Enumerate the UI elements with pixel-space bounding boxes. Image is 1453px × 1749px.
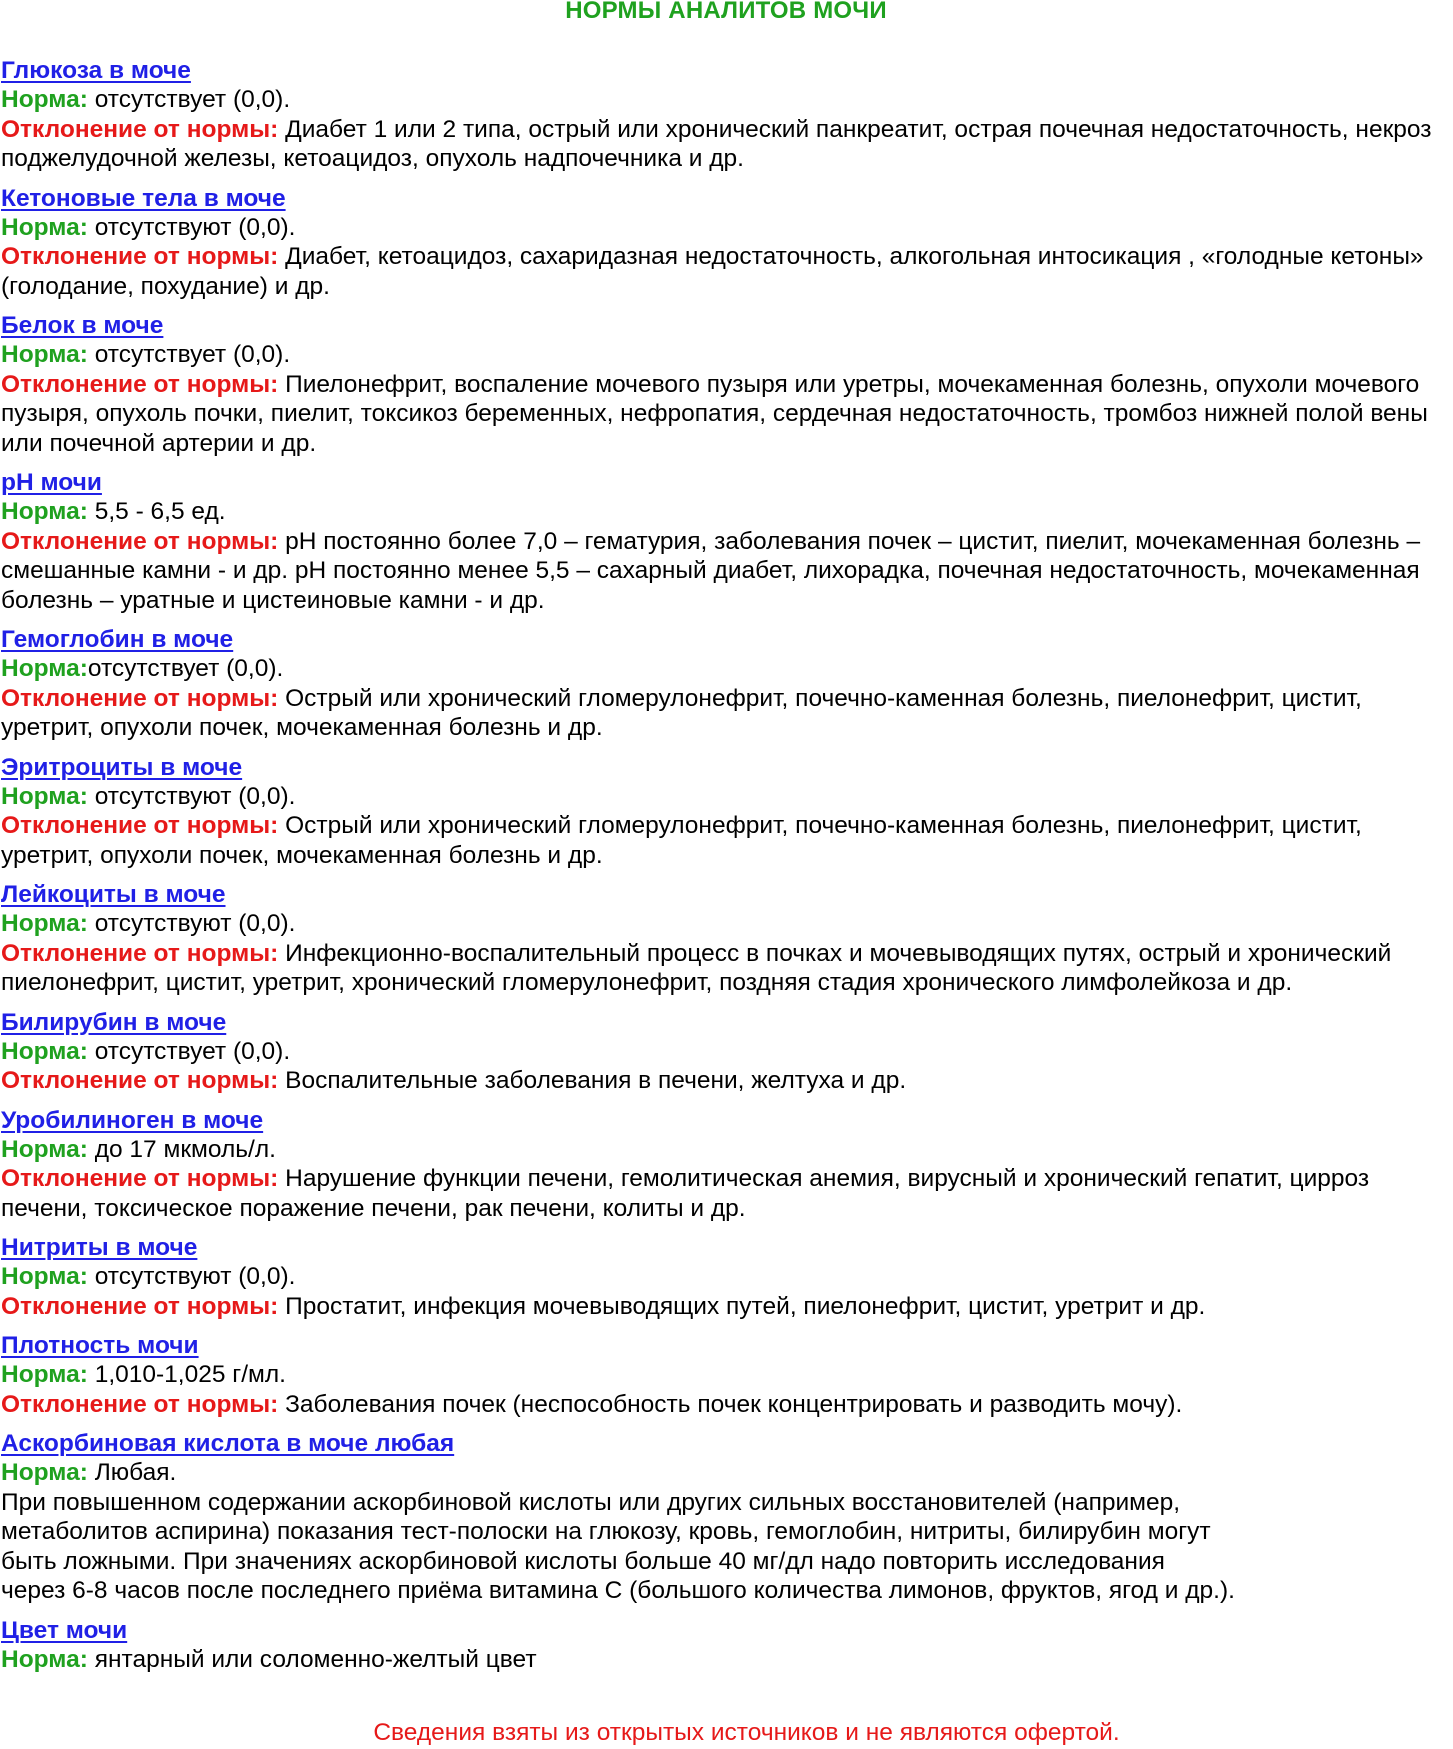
deviation-label: Отклонение от нормы: — [1, 1165, 279, 1192]
analyte-section — [1, 1008, 1451, 1096]
deviation-line — [1, 527, 1451, 616]
deviation-line — [1, 1066, 1451, 1096]
norm-line — [1, 1645, 1451, 1675]
deviation-label: Отклонение от нормы: — [1, 1292, 279, 1320]
analyte-title-link[interactable]: Кетоновые тела в моче — [1, 184, 286, 212]
deviation-value: Нарушение функции печени, гемолитическая анемия, вирусный и хронический гепатит, цирроз печени, токсическое поражение печени, рак печени, колиты и др. — [1, 1165, 1370, 1222]
deviation-label: Отклонение от нормы: — [1, 1390, 279, 1418]
norm-value: отсутствует (0,0). — [94, 1037, 291, 1065]
analyte-title-link[interactable]: Нитриты в моче — [1, 1234, 198, 1261]
norm-label: Норма: — [1, 1361, 88, 1388]
analyte-section — [1, 1106, 1451, 1224]
norm-label: Норма: — [1, 1459, 88, 1486]
analyte-section — [1, 184, 1451, 302]
analyte-section — [1, 753, 1451, 871]
norm-label: Норма: — [1, 1645, 88, 1673]
norm-line — [1, 1262, 1451, 1292]
norm-value: отсутствует (0,0). — [94, 341, 291, 368]
norm-value: Любая. — [94, 1459, 177, 1486]
norm-line — [1, 782, 1451, 812]
analyte-section — [1, 1233, 1451, 1321]
norm-value: отсутствуют (0,0). — [94, 910, 296, 937]
analyte-title-link[interactable]: pH мочи — [1, 469, 102, 496]
analyte-section — [1, 1616, 1451, 1675]
norm-value: янтарный или соломенно-желтый цвет — [94, 1645, 537, 1673]
norm-label: Норма: — [1, 341, 88, 368]
norm-value: до 17 мкмоль/л. — [94, 1135, 276, 1163]
deviation-value: Диабет, кетоацидоз, сахаридазная недостаточность, алкогольная интосикация , «голодные кетоны» (голодание, похудание) и др. — [1, 243, 1424, 300]
norm-line — [1, 213, 1451, 243]
norm-label: Норма: — [1, 1037, 88, 1065]
analyte-title-link[interactable]: Цвет мочи — [1, 1616, 128, 1644]
norm-value: отсутствует (0,0). — [87, 655, 284, 682]
note-line: быть ложными. При значениях аскорбиновой кислоты больше 40 мг/дл надо повторить исследования — [1, 1547, 1165, 1575]
deviation-label: Отклонение от нормы: — [1, 684, 279, 712]
norm-label: Норма: — [1, 655, 88, 682]
norm-value: отсутствуют (0,0). — [94, 1263, 296, 1290]
deviation-line — [1, 370, 1451, 459]
deviation-label: Отклонение от нормы: — [1, 939, 279, 967]
norm-line — [1, 1458, 1451, 1488]
analyte-title-link[interactable]: Уробилиноген в моче — [1, 1106, 264, 1134]
norm-value: отсутствует (0,0). — [94, 86, 291, 113]
norm-label: Норма: — [1, 498, 88, 525]
norm-line — [1, 1037, 1451, 1067]
note-line: При повышенном содержании аскорбиновой кислоты или других сильных восстановителей (например, — [1, 1488, 1181, 1516]
disclaimer-footer: Сведения взяты из открытых источников и не являются офертой. — [373, 1719, 1120, 1746]
deviation-label: Отклонение от нормы: — [1, 370, 279, 398]
analyte-section — [1, 311, 1451, 458]
deviation-line — [1, 684, 1451, 743]
norm-value: 1,010-1,025 г/мл. — [94, 1361, 286, 1388]
analyte-title-link[interactable]: Аскорбиновая кислота в моче любая — [1, 1430, 455, 1457]
analyte-title-link[interactable]: Плотность мочи — [1, 1332, 199, 1359]
norm-label: Норма: — [1, 86, 88, 113]
deviation-label: Отклонение от нормы: — [1, 812, 279, 839]
norm-label: Норма: — [1, 910, 88, 937]
deviation-label: Отклонение от нормы: — [1, 1067, 279, 1094]
analyte-section — [1, 625, 1451, 743]
deviation-value: Заболевания почек (неспособность почек концентрировать и разводить мочу). — [285, 1390, 1183, 1418]
norm-line — [1, 1360, 1451, 1390]
norm-line — [1, 1135, 1451, 1165]
deviation-value: Диабет 1 или 2 типа, острый или хронический панкреатит, острая почечная недостаточность, некроз поджелудочной железы, кетоацидоз, опухоль надпочечника и др. — [1, 115, 1432, 172]
deviation-label: Отклонение от нормы: — [1, 527, 279, 555]
deviation-line — [1, 242, 1451, 301]
deviation-label: Отклонение от нормы: — [1, 115, 279, 143]
analyte-title-link[interactable]: Лейкоциты в моче — [1, 881, 226, 908]
norm-value: 5,5 - 6,5 ед. — [94, 498, 226, 525]
norm-line — [1, 340, 1451, 370]
analyte-title-link[interactable]: Гемоглобин в моче — [1, 626, 234, 653]
analyte-title-link[interactable]: Эритроциты в моче — [1, 753, 243, 781]
deviation-value: Пиелонефрит, воспаление мочевого пузыря или уретры, мочекаменная болезнь, опухоли мочевого пузыря, опухоль почки, пиелит, токсикоз беременных, нефропатия, сердечная недостаточность, тромбоз нижней полой вены или почечной артерии и др. — [1, 370, 1428, 457]
analyte-section — [1, 1331, 1451, 1419]
deviation-value: Простатит, инфекция мочевыводящих путей, пиелонефрит, цистит, уретрит и др. — [285, 1292, 1206, 1320]
analyte-section — [1, 468, 1451, 615]
deviation-value: Острый или хронический гломерулонефрит, почечно-каменная болезнь, пиелонефрит, цистит, уретрит, опухоли почек, мочекаменная болезнь и др. — [1, 684, 1362, 741]
deviation-label: Отклонение от нормы: — [1, 243, 279, 270]
analyte-title-link[interactable]: Белок в моче — [1, 312, 164, 339]
analyte-section — [1, 1429, 1451, 1606]
norm-label: Норма: — [1, 782, 88, 810]
analyte-title-link[interactable]: Билирубин в моче — [1, 1008, 227, 1036]
page-title: НОРМЫ АНАЛИТОВ МОЧИ — [565, 0, 887, 24]
deviation-line — [1, 1292, 1451, 1322]
note-line: через 6-8 часов после последнего приёма витамина С (большого количества лимонов, фруктов, ягод и др.). — [1, 1577, 1235, 1604]
deviation-line — [1, 1164, 1451, 1223]
deviation-value: Острый или хронический гломерулонефрит, почечно-каменная болезнь, пиелонефрит, цистит, уретрит, опухоли почек, мочекаменная болезнь и др. — [1, 812, 1362, 869]
norm-label: Норма: — [1, 1263, 88, 1290]
deviation-value: pH постоянно более 7,0 – гематурия, заболевания почек – цистит, пиелит, мочекаменная болезнь – смешанные камни - и др. pH постоянно менее 5,5 – сахарный диабет, лихорадка, почечная недостаточность, мочекаменная болезнь – уратные и цистеиновые камни - и др. — [1, 527, 1421, 614]
deviation-value: Инфекционно-воспалительный процесс в почках и мочевыводящих путях, острый и хронический пиелонефрит, цистит, уретрит, хронический гломерулонефрит, поздняя стадия хронического лимфолейкоза и др. — [1, 939, 1392, 996]
norm-label: Норма: — [1, 213, 88, 241]
deviation-value: Воспалительные заболевания в печени, желтуха и др. — [285, 1067, 907, 1094]
deviation-line — [1, 811, 1451, 870]
analyte-list — [1, 56, 1451, 1674]
norm-line — [1, 654, 1451, 684]
norm-line — [1, 85, 1451, 115]
analyte-section — [1, 880, 1451, 998]
deviation-line — [1, 939, 1451, 998]
analyte-title-link[interactable]: Глюкоза в моче — [1, 57, 191, 84]
deviation-line — [1, 1390, 1451, 1420]
norm-value: отсутствуют (0,0). — [94, 782, 296, 810]
norm-line — [1, 497, 1451, 527]
norm-line — [1, 909, 1451, 939]
deviation-line — [1, 115, 1451, 174]
norm-value: отсутствуют (0,0). — [94, 213, 296, 241]
analyte-section — [1, 56, 1451, 174]
norm-label: Норма: — [1, 1135, 88, 1163]
note-line: метаболитов аспирина) показания тест-полоски на глюкозу, кровь, гемоглобин, нитриты, билирубин могут — [1, 1518, 1211, 1545]
